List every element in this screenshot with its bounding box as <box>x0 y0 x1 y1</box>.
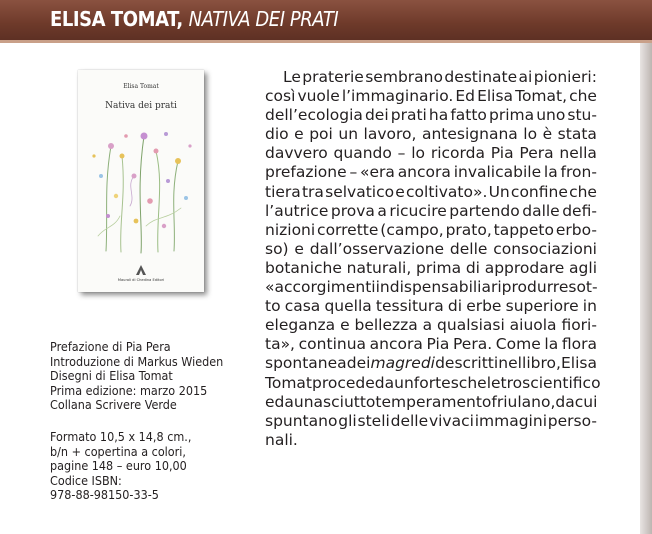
article-word: spuntano <box>265 411 338 430</box>
article-word: gli <box>338 411 357 430</box>
credits-list <box>50 340 250 413</box>
article-word: ancora <box>369 335 423 354</box>
article-word: procede <box>312 373 375 392</box>
format-line: b/n + copertina a colori, <box>50 444 186 459</box>
page-title <box>50 7 338 31</box>
article-word: a <box>377 201 387 220</box>
article-word: dei <box>364 106 389 125</box>
article-body <box>265 68 601 450</box>
botanical-illustration <box>86 116 196 254</box>
article-word: casa <box>284 297 321 316</box>
article-word: indispensabili <box>375 278 482 297</box>
article-word: ricucire <box>389 201 447 220</box>
article-word: prati <box>390 106 427 125</box>
article-word: tra <box>301 182 324 201</box>
article-word: un <box>394 373 414 392</box>
article-word: pionieri: <box>533 68 597 86</box>
article-word: poi <box>309 125 333 144</box>
article-word: Pera. <box>453 335 493 354</box>
article-word: tappeto <box>493 220 554 239</box>
article-word: partendo <box>449 201 520 220</box>
article-word: stata <box>557 125 597 144</box>
article-word: nella <box>559 144 597 163</box>
article-word-italic: magredi <box>370 354 435 373</box>
format-line: pagine 148 – euro 10,00 <box>50 459 187 474</box>
article-word: scientifico <box>522 373 601 392</box>
article-line <box>265 297 597 316</box>
article-word: quando <box>333 144 392 163</box>
article-word: Tomat, <box>515 87 568 106</box>
article-word: sembrano <box>365 68 443 86</box>
title-book: NATIVA DEI PRATI <box>188 7 339 31</box>
article-word: che <box>569 87 597 106</box>
article-word: dio <box>265 125 289 144</box>
article-word: nizioni <box>265 220 316 239</box>
article-line <box>265 183 597 202</box>
format-line: 978-88-98150-33-5 <box>50 488 159 503</box>
article-word: to <box>265 297 281 316</box>
article-line <box>265 354 597 373</box>
article-word: defi- <box>562 201 597 220</box>
article-word: che <box>569 182 597 201</box>
article-word: forte <box>413 373 451 392</box>
article-word: tessitura <box>375 297 444 316</box>
article-word: invalicabile <box>453 163 542 182</box>
article-word: «era <box>360 163 395 182</box>
article-word: stu- <box>567 106 597 125</box>
article-word: superiore <box>505 297 579 316</box>
book-cover-author: Elisa Tomat <box>123 83 159 90</box>
article-word: continua <box>298 335 367 354</box>
article-word: e <box>294 239 304 258</box>
article-word: Pia <box>490 144 514 163</box>
article-word: flora <box>561 335 597 354</box>
article-word: la <box>544 335 559 354</box>
article-word: a <box>422 316 433 335</box>
article-word: e <box>340 316 350 335</box>
article-word: sot- <box>568 278 598 297</box>
article-word: cui <box>574 392 598 411</box>
article-word: botaniche <box>265 258 342 277</box>
article-word: lo <box>411 144 426 163</box>
article-word: praterie <box>302 68 364 86</box>
article-word: vivaci <box>428 411 474 430</box>
article-word: prima <box>488 106 535 125</box>
article-word: «accorgimenti <box>265 278 376 297</box>
article-word: bellezza <box>354 316 418 335</box>
article-word: erbe <box>466 297 502 316</box>
article-word: dall’osservazione <box>309 239 445 258</box>
article-line <box>265 202 597 221</box>
article-word: l’autrice <box>265 201 329 220</box>
article-word: (campo, <box>380 220 444 239</box>
article-word: un <box>293 392 314 411</box>
article-word: ha <box>428 106 449 125</box>
article-word: ta», <box>265 335 295 354</box>
article-word: un <box>338 125 359 144</box>
format-line: Formato 10,5 x 14,8 cm., <box>50 429 192 444</box>
page-edge <box>640 43 652 534</box>
article-line <box>265 68 597 87</box>
article-word: aiuola <box>509 316 557 335</box>
format-info-list <box>50 430 250 503</box>
credit-line: Prima edizione: marzo 2015 <box>50 383 208 398</box>
article-line <box>265 106 597 125</box>
article-word: è <box>542 125 553 144</box>
credit-line: Collana Scrivere Verde <box>50 398 177 413</box>
article-word: steli <box>357 411 390 430</box>
article-word: Un <box>488 182 510 201</box>
article-word: prato, <box>445 220 492 239</box>
article-line <box>265 240 597 259</box>
article-word: – <box>349 163 358 182</box>
article-word: da <box>374 373 395 392</box>
article-word: Pera <box>519 144 554 163</box>
article-word: coltivato». <box>406 182 488 201</box>
article-word: delle <box>390 411 429 430</box>
article-line <box>265 144 597 163</box>
article-word: libro, <box>522 354 561 373</box>
article-word: dell’ecologia <box>265 106 363 125</box>
article-word: e <box>265 392 275 411</box>
article-word: agli <box>569 258 597 277</box>
article-word: antesignana <box>421 125 518 144</box>
article-word: riprodurre <box>491 278 569 297</box>
spacer <box>50 413 250 430</box>
article-line <box>265 335 597 354</box>
article-word: eleganza <box>265 316 336 335</box>
article-word: scheletro <box>450 373 523 392</box>
article-word: la <box>543 163 558 182</box>
article-word: Elisa <box>477 87 514 106</box>
article-word: prova <box>330 201 375 220</box>
article-word: in <box>582 297 597 316</box>
article-word: Ed <box>455 87 476 106</box>
article-word: fatto <box>450 106 487 125</box>
article-word: vuole <box>297 87 340 106</box>
article-word: lavoro, <box>363 125 417 144</box>
article-word: dei <box>346 354 371 373</box>
book-details <box>50 340 250 503</box>
article-word: descritti <box>435 354 499 373</box>
article-word: approdare <box>484 258 565 277</box>
article-word: so) <box>265 239 289 258</box>
article-line <box>265 125 597 144</box>
article-word: friulano, <box>491 392 556 411</box>
article-word: Elisa <box>561 354 597 373</box>
book-cover <box>78 70 204 292</box>
credit-line: Prefazione di Pia Pera <box>50 340 171 354</box>
article-line <box>265 163 597 182</box>
article-word: consociazioni <box>493 239 597 258</box>
article-word: asciutto <box>313 392 376 411</box>
article-word: ricorda <box>430 144 485 163</box>
article-word: ancora <box>397 163 451 182</box>
article-word: fron- <box>560 163 597 182</box>
article-word: quella <box>324 297 372 316</box>
article-word: destinate <box>444 68 518 86</box>
article-word: erbo- <box>555 220 597 239</box>
article-line <box>265 259 597 278</box>
article-line <box>265 278 597 297</box>
article-word: Tomat <box>265 373 312 392</box>
article-word: tiera <box>265 182 301 201</box>
article-word: e <box>294 125 304 144</box>
article-word: di <box>465 258 480 277</box>
article-word: l’immaginario. <box>341 87 454 106</box>
article-word: a <box>481 278 491 297</box>
article-word: confine <box>510 182 568 201</box>
header-rule <box>0 40 652 43</box>
article-word: corrette <box>317 220 379 239</box>
credit-line: Disegni di Elisa Tomat <box>50 369 173 384</box>
article-word: selvatico <box>325 182 395 201</box>
article-word: prima <box>416 258 462 277</box>
article-word: così <box>265 87 296 106</box>
article-word: temperamento <box>375 392 492 411</box>
article-word: e <box>395 182 405 201</box>
article-line <box>265 221 597 240</box>
article-line <box>265 431 597 450</box>
article-word: – <box>397 144 406 163</box>
article-word: da <box>555 392 575 411</box>
article-word: ai <box>518 68 533 86</box>
format-line: Codice ISBN: <box>50 473 122 488</box>
article-word: nali. <box>265 430 298 449</box>
article-word: perso- <box>547 411 597 430</box>
article-line <box>265 316 597 335</box>
publisher-logo <box>135 264 147 276</box>
article-word: lo <box>523 125 538 144</box>
article-line <box>265 373 601 393</box>
article-word: qualsiasi <box>437 316 505 335</box>
article-word: naturali, <box>346 258 412 277</box>
article-word: fiori- <box>561 316 597 335</box>
book-cover-title: Nativa dei prati <box>105 101 177 111</box>
article-word: Le <box>283 68 301 86</box>
book-cover-publisher: Mauroli di Chedina Editori <box>117 278 165 282</box>
article-word: davvero <box>265 144 328 163</box>
article-word: dalle <box>522 201 560 220</box>
article-word: nel <box>498 354 522 373</box>
article-word: da <box>274 392 294 411</box>
article-line <box>265 412 597 431</box>
credit-line: Introduzione di Markus Wieden <box>50 354 224 369</box>
article-word: Come <box>495 335 541 354</box>
article-word: delle <box>449 239 488 258</box>
article-word: spontanea <box>265 354 347 373</box>
article-word: Pia <box>426 335 450 354</box>
title-author: ELISA TOMAT, <box>50 7 183 31</box>
article-word: uno <box>536 106 566 125</box>
article-word: immagini <box>474 411 547 430</box>
article-line <box>265 87 597 106</box>
article-line <box>265 393 597 412</box>
article-word: prefazione <box>265 163 347 182</box>
article-word: di <box>447 297 463 316</box>
